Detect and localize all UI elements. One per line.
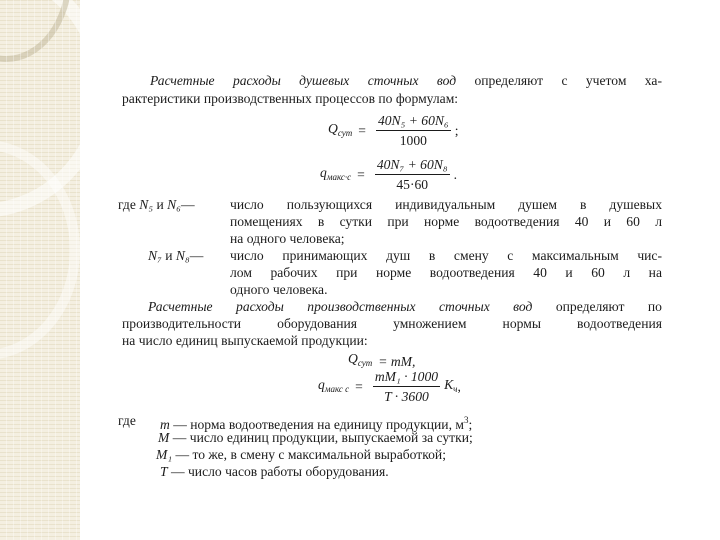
symbol: N₈: [175, 248, 190, 263]
punctuation: ;: [468, 417, 473, 432]
subscript: макс с: [324, 383, 350, 394]
symbol: q: [320, 164, 327, 180]
numerator: mM₁ · 1000: [373, 368, 440, 387]
where-label-2: где: [118, 413, 136, 428]
equals-sign: =: [357, 167, 365, 182]
text-span: определяют по: [555, 299, 662, 314]
subscript: ч: [453, 383, 458, 394]
numerator: 40N₅ + 60N₆: [376, 112, 451, 131]
definition-text: — число единиц продукции, выпускаемой за сутки;: [172, 430, 473, 445]
dash: —: [180, 197, 195, 212]
definition-text: — число часов работы оборудования.: [170, 464, 389, 479]
definition-n7-n8-label: [148, 247, 203, 264]
punctuation: ,: [457, 379, 461, 394]
formula-lhs: [320, 164, 351, 186]
paragraph-1-line-2: рактеристики производственных процессов по формулам:: [122, 91, 459, 106]
definition-M: [158, 429, 473, 446]
denominator: 45·60: [396, 177, 429, 192]
symbol: q: [318, 376, 325, 392]
fraction: [376, 112, 451, 149]
definition-text: — норма водоотведения на единицу продукции, м: [173, 417, 464, 432]
symbol: M₁: [156, 447, 173, 462]
definition-n7-n8-line-2: лом рабочих при норме водоотведения 40 и 60 л на: [230, 265, 662, 280]
definition-n5-n6-line-1: число пользующихся индивидуальным душем в душевых: [230, 197, 662, 212]
punctuation: .: [453, 167, 457, 182]
definition-M1: [156, 446, 446, 463]
definition-n5-n6-line-2: помещениях в сутки при норме водоотведения 40 и 60 л: [230, 214, 662, 229]
equals-sign: =: [358, 123, 366, 138]
formula-q-max-production: [318, 368, 461, 405]
emphasis-heading: Расчетные расходы производственных сточных вод: [148, 299, 533, 314]
formula-rhs: = mM,: [378, 353, 416, 369]
emphasis-heading: Расчетные расходы душевых сточных вод: [150, 73, 457, 88]
symbol: m: [160, 417, 170, 432]
punctuation: ;: [454, 123, 459, 138]
denominator: 1000: [399, 133, 427, 148]
definition-n5-n6-line-3: на одного человека;: [230, 231, 345, 246]
text-span: определяют с учетом ха-: [474, 73, 662, 88]
symbol: N₅: [139, 197, 154, 212]
definition-T: [160, 463, 389, 480]
formula-lhs: [318, 376, 349, 398]
symbol: Q: [328, 120, 338, 136]
conjunction: и: [156, 197, 164, 212]
paragraph-2-line-2: производительности оборудования умножением нормы водоотведения: [122, 316, 662, 331]
superscript: 3: [463, 415, 469, 425]
paragraph-1-line-1: [150, 72, 662, 89]
decorative-ring: [0, 140, 80, 360]
paragraph-2-line-1: [148, 298, 662, 315]
coefficient: [444, 376, 457, 398]
symbol: N₇: [148, 248, 162, 263]
formula-q-sut-shower: [328, 112, 458, 149]
symbol: N₆: [167, 197, 181, 212]
fraction: [375, 156, 450, 193]
denominator: T · 3600: [384, 389, 429, 404]
decorative-ring: [0, 0, 72, 62]
formula-q-max-shower: [320, 156, 457, 193]
symbol: K: [444, 376, 454, 392]
equals-sign: =: [355, 379, 363, 394]
symbol: M: [158, 430, 170, 445]
symbol: Q: [348, 351, 358, 366]
definition-n5-n6-label: [118, 196, 195, 213]
fraction: [373, 368, 440, 405]
formula-lhs: [328, 120, 352, 142]
paragraph-2-line-3: на число единиц выпускаемой продукции:: [122, 333, 368, 348]
definition-n7-n8-line-3: одного человека.: [230, 282, 328, 297]
subscript: сут: [337, 127, 353, 138]
where-word: где: [118, 197, 136, 212]
conjunction: и: [165, 248, 173, 263]
decorative-side-strip: [0, 0, 80, 540]
definition-text: — то же, в смену с максимальной выработкой;: [175, 447, 446, 462]
dash: —: [189, 248, 204, 263]
numerator: 40N₇ + 60N₈: [375, 156, 450, 175]
decorative-ring: [0, 0, 80, 218]
subscript: макс·с: [326, 171, 352, 182]
subscript: сут: [357, 358, 373, 368]
symbol: T: [160, 464, 168, 479]
definition-n7-n8-line-1: число принимающих душ в смену с максимальным чис-: [230, 248, 662, 263]
